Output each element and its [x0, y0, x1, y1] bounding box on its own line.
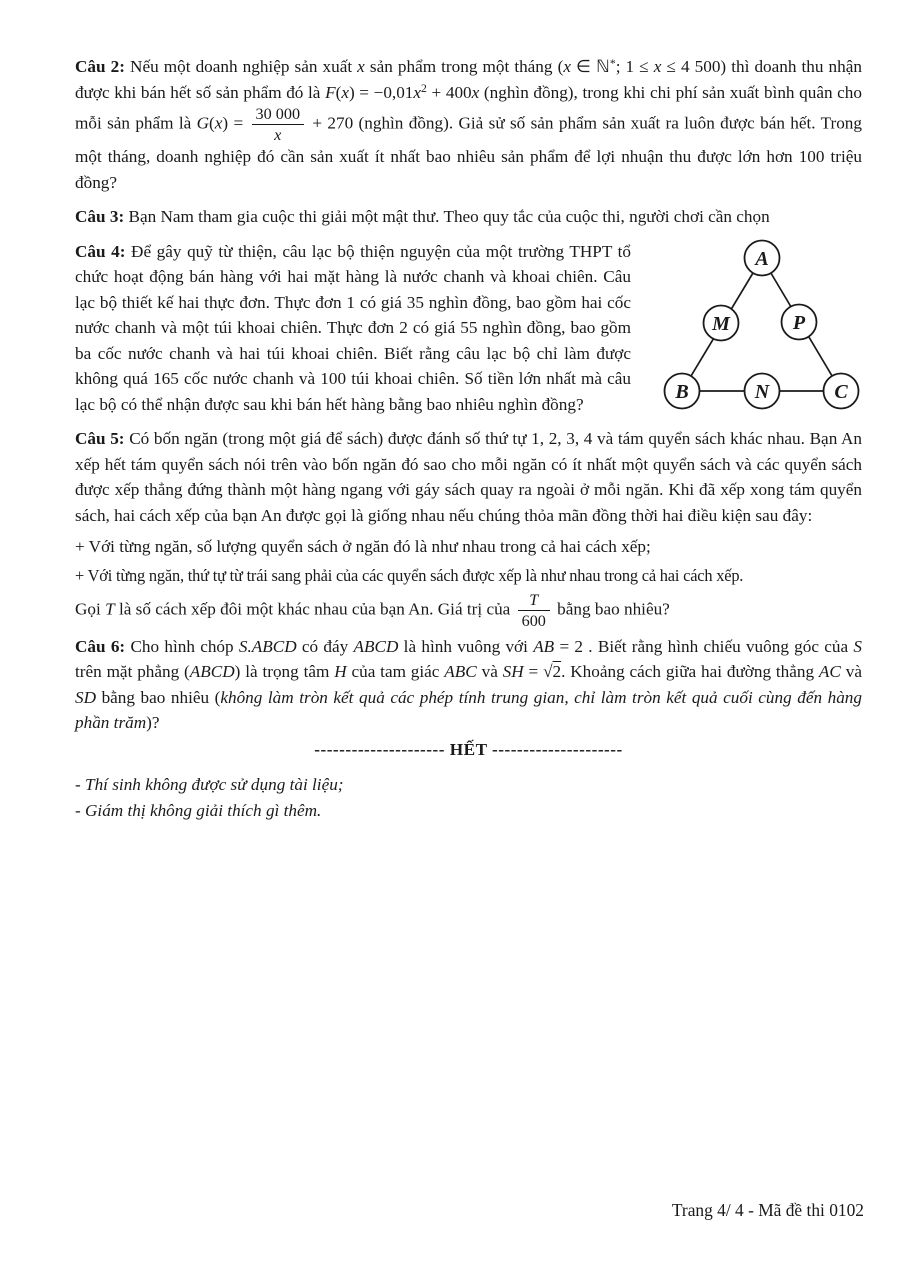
note-no-explanation: - Giám thị không giải thích gì thêm.	[75, 800, 322, 820]
node-label-n: N	[754, 380, 770, 403]
question-2: Câu 2: Nếu một doanh nghiệp sản xuất x sản phẩm trong một tháng (x ∈ ℕ*; 1 ≤ x ≤ 4 500) thì doanh thu nhận được khi bán hết số sản phẩm đó là $F(x) = -0,01x^2 + 400x$ (nghìn đồng), trong khi chi phí sản xuất bình quân cho mỗi sản phẩm là G(x) = $\frac{30 000}{x}$ + 270 (nghìn đồng). Giả sử số sản phẩm sản xuất ra luôn được bán hết. Trong một tháng, doanh nghiệp đó cần sản xuất ít nhất bao nhiêu sản phẩm để lợi nhuận thu được lớn hơn 100 triệu đồng?	[75, 56, 862, 192]
question-5-condition-1: + Với từng ngăn, số lượng quyển sách ở ngăn đó là như nhau trong cả hai cách xếp;	[75, 537, 651, 557]
exam-notes	[75, 772, 862, 824]
node-label-p: P	[792, 311, 806, 334]
exam-page-content	[75, 54, 862, 824]
triangle-position-diagram	[647, 234, 862, 414]
question-3-intro: Câu 3: Bạn Nam tham gia cuộc thi giải một mật thư. Theo quy tắc của cuộc thi, người chơi cần chọn	[75, 207, 770, 227]
node-label-a: A	[755, 247, 769, 270]
page-footer: Trang 4/ 4 - Mã đề thi 0102	[671, 1200, 864, 1220]
question-5-final: Gọi T là số cách xếp đôi một khác nhau của bạn An. Giá trị của $\frac{T}{600}$ bằng bao nhiêu?	[75, 591, 670, 631]
question-5: Câu 5: Có bốn ngăn (trong một giá để sách) được đánh số thứ tự 1, 2, 3, 4 và tám quyển sách khác nhau. Bạn An xếp hết tám quyển sách nói trên vào bốn ngăn đó sao cho mỗi ngăn có ít nhất một quyển sách và các quyển sách được xếp thẳng đứng thành một hàng ngang với gáy sách quay ra ngoài ở mỗi ngăn. Khi đã xếp xong tám quyển sách, hai cách xếp của bạn An được gọi là giống nhau nếu chúng thỏa mãn đồng thời hai điều kiện sau đây:	[75, 429, 862, 525]
node-label-m: M	[712, 312, 730, 335]
node-label-b: B	[675, 380, 689, 403]
end-of-exam-line: --------------------- HẾT ---------------------	[314, 739, 623, 759]
question-4: Câu 4: Để gây quỹ từ thiện, câu lạc bộ thiện nguyện của một trường THPT tổ chức hoạt động bán hàng với hai mặt hàng là nước chanh và khoai chiên. Câu lạc bộ thiết kế hai thực đơn. Thực đơn 1 có giá 35 nghìn đồng, bao gồm hai cốc nước chanh và một túi khoai chiên. Thực đơn 2 có giá 55 nghìn đồng, bao gồm ba cốc nước chanh và hai túi khoai chiên. Biết rằng câu lạc bộ chỉ làm được không quá 165 cốc nước chanh và 100 túi khoai chiên. Số tiền lớn nhất mà câu lạc bộ có thể nhận được sau khi bán hết hàng bằng bao nhiêu nghìn đồng?	[75, 241, 631, 414]
question-5-condition-2: + Với từng ngăn, thứ tự từ trái sang phải của các quyển sách được xếp là như nhau trong cả hai cách xếp.	[75, 565, 744, 585]
note-no-materials: - Thí sinh không được sử dụng tài liệu;	[75, 774, 344, 794]
node-label-c: C	[834, 380, 848, 403]
question-6: Câu 6: Cho hình chóp S.ABCD có đáy ABCD là hình vuông với AB = 2 . Biết rằng hình chiếu vuông góc của S trên mặt phẳng (ABCD) là trọng tâm H của tam giác ABC và SH = √2. Khoảng cách giữa hai đường thẳng AC và SD bằng bao nhiêu (không làm tròn kết quả các phép tính trung gian, chỉ làm tròn kết quả cuối cùng đến hàng phần trăm)?	[75, 636, 862, 733]
